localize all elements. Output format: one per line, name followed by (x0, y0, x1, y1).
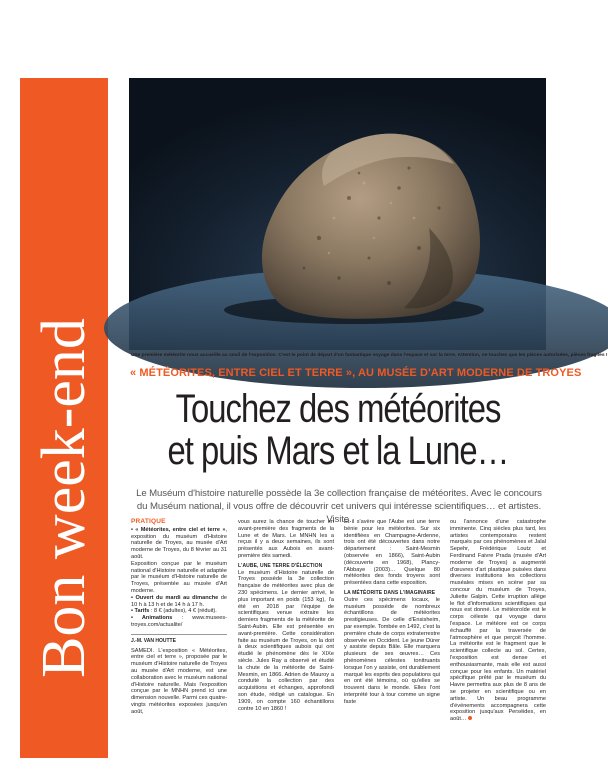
author-byline: J.-M. VAN HOUTTE (131, 637, 176, 644)
article-kicker: « MÉTÉORITES, ENTRE CIEL ET TERRE », AU MUSÉE D'ART MODERNE DE TROYES (130, 367, 582, 379)
article-headline (166, 388, 510, 472)
info-item-prices (131, 608, 227, 615)
article-lede: Le Muséum d'histoire naturelle possède la 3e collection française de météorites. Avec le concours du Muséum national, il vous offre de découvrir cet univers qui intéresse scientifiques… et artistes. Visite. (136, 488, 542, 525)
body-paragraph-3: Le muséum d'Histoire naturelle de Troyes possède la 3e collection française de météorites avec plus de 230 spécimens. Le dernier arrivé, le plus important en poids (153 kg), l'a été en 2018 par l'équipe de scientifiques venue extraire les derniers fragments de la météorite de Saint-Aubin. Elle est présentée en avant-première. Cette considération faite au muséum de Troyes, on la doit à deux scientifiques aubois qui ont étudié le phénomène dès le XIXe siècle. Jules Ray a observé et étudié la chute de la météorite de Saint-Mesmin, en 1866. Adrien de Mauroy a conduité la collection par des acquisitions et échanges, approfondi son étude, rédigé un catalogue. En 1909, on compte 160 échantillons contre 10 en 1860 ! (238, 569, 334, 712)
column-2 (238, 519, 334, 712)
info-item-events-title: • Animations (131, 615, 173, 622)
body-paragraph-5: Outre ces spécimens locaux, le muséum possède de nombreux échantillons de météorites prestigieuses. De celle d'Ensisheim, par exemple. Tombée en 1492, c'est la première chute de corps extraterrestre observée en Occident. Le jeune Dürer y assiste depuis Bâle. Elle marquera plusieurs de ses œuvres… Ces phénomènes célestes tonitruants lorsque l'on y assiste, ont durablement marqué les esprits des populations qui en ont été témoins, où qu'elles se trouvent dans le monde. Elles l'ont interprété tour à tour comme un signe faste (344, 596, 440, 705)
practical-info-title: PRATIQUE (131, 518, 166, 525)
info-item-events-link[interactable]: : www.musees-troyes.com/actualite/ (131, 615, 228, 628)
divider (131, 634, 227, 635)
body-text-6: ou l'annonce d'une catastrophe imminente. Cinq siècles plus tard, les artistes contemporains restent marqués par ces phénomènes et Jalal Sepehr, Frédérique Loutz et Ferdinand Faivre Prada (musée d'Art moderne de Troyes) a augmenté d'œuvres d'art plastique puisées dans diverses institutions les collections muséales mises en scène par sa concour du muséum de Troyes, Juliette Galpin. Cette irruption allège le flot d'informations scientifiques qui nous est donné. Le météoroïde est le corps céleste qui voyage dans l'espace. Le météore est ce corps échauffé par la traversée de l'atmosphère et que perçoit l'homme. La météorite est le fragment que le scientifique collecte au sol. Certes, l'exposition est dense et enthousiasmante, mais elle est aussi conçue pour les enfants. Un matériel spécifique prêté par le muséum du Havre permettra aux plus de 8 ans de se projeter en scientifique ou en artiste. Un beau programme d'événements accompagnera cette exposition jusqu'aux Perséides, en août… (450, 519, 546, 723)
dateline: SAMEDI. (131, 647, 155, 654)
info-item-events (131, 615, 227, 629)
info-item-exhibition-text: , exposition du muséum d'Histoire naturelle de Troyes, au musée d'Art moderne de Troyes, du 8 février au 31 août. (131, 526, 227, 560)
body-paragraph-2: vous aurez la chance de toucher en avant-première des fragments de la Lune et de Mars. Le MNHN les a reçus il y a deux semaines, ils sont présentés aux Aubois en avant-première dès samedi. (238, 519, 334, 559)
subhead-aube: L'AUBE, UNE TERRE D'ÉLECTION (238, 562, 323, 569)
body-paragraph-4: Et il s'avère que l'Aube est une terre bénie pour les météorites. Sur six identifiées en Champagne-Ardenne, trois ont été découvertes dans notre département : Saint-Mesmin (observée en 1866), Saint-Aubin (découverte en 1968), Plancy-l'Abbaye (2003)… Quelque 80 météorites des fonds troyens sont présentées dans cette exposition. (344, 519, 440, 587)
column-4 (450, 519, 546, 723)
info-item-prices-text: : 8 € (adultes), 4 € (réduit). (149, 608, 217, 615)
section-banner (20, 78, 108, 758)
info-item-exhibition (131, 527, 227, 561)
subhead-imaginaire: LA MÉTÉORITE DANS L'IMAGINAIRE (344, 589, 436, 596)
end-mark-icon (468, 716, 472, 720)
body-text-1: L'exposition « Météorites, entre ciel et terre », proposée par le muséum d'Histoire naturelle de Troyes au musée d'Art moderne, est une collaboration avec le muséum national d'Histoire naturelle. Mais l'exposition conçue par le MNHN prend ici une dimension nouvelle. Parmi ces quatre-vingts météorites exposées jusqu'en août, (131, 647, 227, 715)
meteorite-photo (129, 78, 546, 350)
body-paragraph-6 (450, 519, 546, 723)
meteorite-illustration (129, 78, 546, 350)
info-item-hours (131, 595, 227, 609)
info-item-prices-title: • Tarifs (131, 608, 150, 615)
practical-info-box (131, 519, 227, 629)
photo-caption: Une première météorite nous accueille au seuil de l'exposition. C'est le point de départ d'un fantastique voyage dans l'espace et sur la terre. Attention, ne touchez que les pièces autorisées, pièces fragiles ! (131, 353, 608, 358)
info-item-hours-title: • Ouvert du mardi au dimanche (131, 594, 219, 601)
column-1 (131, 519, 227, 716)
headline-line-2: et puis Mars et la Lune… (167, 429, 509, 473)
section-banner-label: Bon week-end (30, 318, 98, 678)
headline-line-1: Touchez des météorites (175, 387, 501, 431)
info-item-exhibition-title: • « Météorites, entre ciel et terre » (131, 526, 226, 533)
body-paragraph-1 (131, 648, 227, 716)
info-item-hours-text: de 10 h à 13 h et de 14 h à 17 h. (131, 594, 228, 608)
column-3 (344, 519, 440, 706)
info-item-design: Exposition conçue par le muséum national d'Histoire naturelle et adaptée par le muséum d'Histoire naturelle de Troyes, présentée au musée d'Art moderne. (131, 560, 227, 594)
